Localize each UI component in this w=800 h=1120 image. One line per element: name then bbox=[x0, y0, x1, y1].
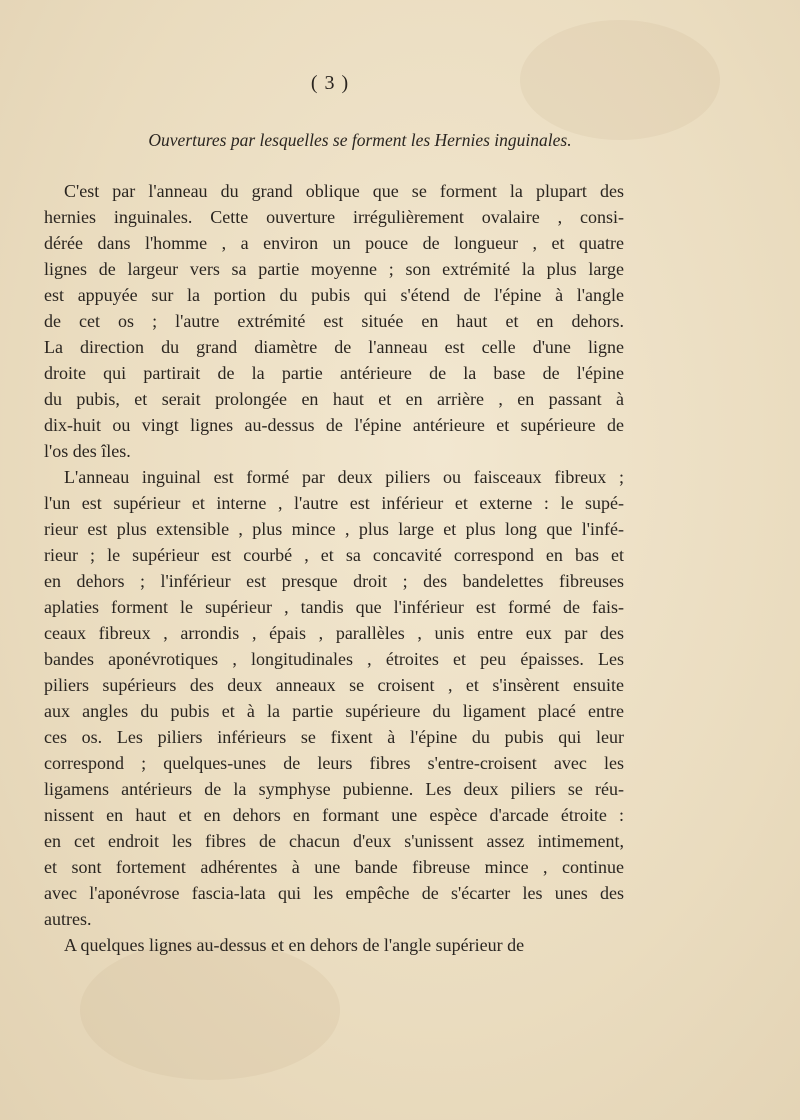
text-line: en dehors ; l'inférieur est presque droit ; des bandelettes fibreuses bbox=[44, 571, 624, 591]
text-line: ligamens antérieurs de la symphyse pubienne. Les deux piliers se réu- bbox=[44, 779, 624, 799]
text-line: de cet os ; l'autre extrémité est située en haut et en dehors. bbox=[44, 311, 624, 331]
text-line: dix-huit ou vingt lignes au-dessus de l'épine antérieure et supérieure de bbox=[44, 415, 624, 435]
text-line: lignes de largeur vers sa partie moyenne ; son extrémité la plus large bbox=[44, 259, 624, 279]
paragraph bbox=[44, 178, 624, 464]
text-line: ceaux fibreux , arrondis , épais , parallèles , unis entre eux par des bbox=[44, 623, 624, 643]
text-line: droite qui partirait de la partie antérieure de la base de l'épine bbox=[44, 363, 624, 383]
text-line: l'os des îles. bbox=[44, 441, 131, 461]
paper-stain bbox=[80, 940, 340, 1080]
text-line: aux angles du pubis et à la partie supérieure du ligament placé entre bbox=[44, 701, 624, 721]
text-line: dérée dans l'homme , a environ un pouce de longueur , et quatre bbox=[44, 233, 624, 253]
paragraph bbox=[44, 932, 624, 958]
text-line: bandes aponévrotiques , longitudinales , étroites et peu épaisses. Les bbox=[44, 649, 624, 669]
text-line: C'est par l'anneau du grand oblique que se forment la plupart des bbox=[64, 181, 624, 201]
text-line: ces os. Les piliers inférieurs se fixent à l'épine du pubis qui leur bbox=[44, 727, 624, 747]
text-line: avec l'aponévrose fascia-lata qui les empêche de s'écarter les unes des bbox=[44, 883, 624, 903]
text-line: rieur est plus extensible , plus mince , plus large et plus long que l'infé- bbox=[44, 519, 624, 539]
page-number: ( 3 ) bbox=[310, 72, 350, 94]
text-line: correspond ; quelques-unes de leurs fibres s'entre-croisent avec les bbox=[44, 753, 624, 773]
text-line: autres. bbox=[44, 909, 92, 929]
text-line: nissent en haut et en dehors en formant une espèce d'arcade étroite : bbox=[44, 805, 624, 825]
text-line: A quelques lignes au-dessus et en dehors de l'angle supérieur de bbox=[64, 935, 525, 955]
text-line: piliers supérieurs des deux anneaux se croisent , et s'insèrent ensuite bbox=[44, 675, 624, 695]
text-line: L'anneau inguinal est formé par deux piliers ou faisceaux fibreux ; bbox=[64, 467, 624, 487]
text-line: est appuyée sur la portion du pubis qui s'étend de l'épine à l'angle bbox=[44, 285, 624, 305]
text-line: en cet endroit les fibres de chacun d'eux s'unissent assez intimement, bbox=[44, 831, 624, 851]
text-line: du pubis, et serait prolongée en haut et en arrière , en passant à bbox=[44, 389, 624, 409]
body-text bbox=[44, 178, 624, 958]
text-line: l'un est supérieur et interne , l'autre est inférieur et externe : le supé- bbox=[44, 493, 624, 513]
text-line: rieur ; le supérieur est courbé , et sa concavité correspond en bas et bbox=[44, 545, 624, 565]
text-line: La direction du grand diamètre de l'anneau est celle d'une ligne bbox=[44, 337, 624, 357]
text-line: aplaties forment le supérieur , tandis que l'inférieur est formé de fais- bbox=[44, 597, 624, 617]
text-line: hernies inguinales. Cette ouverture irrégulièrement ovalaire , consi- bbox=[44, 207, 624, 227]
section-heading: Ouvertures par lesquelles se forment les Hernies inguinales. bbox=[148, 130, 572, 150]
paragraph bbox=[44, 464, 624, 932]
text-line: et sont fortement adhérentes à une bande fibreuse mince , continue bbox=[44, 857, 624, 877]
